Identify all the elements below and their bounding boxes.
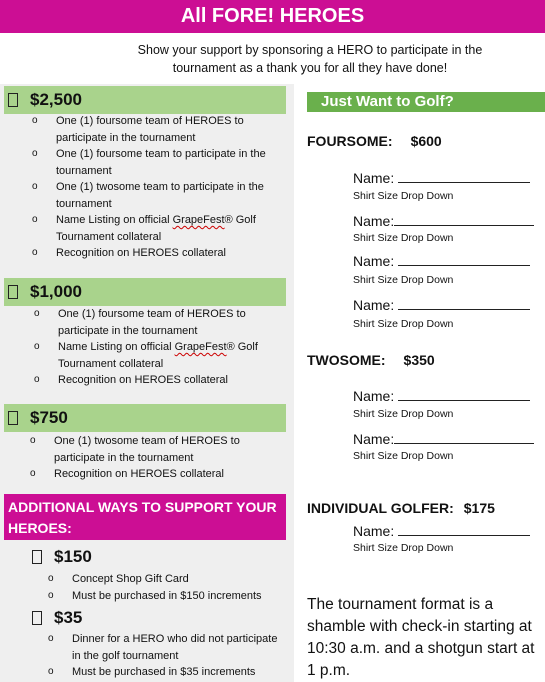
option-35 <box>32 608 82 628</box>
shirt-size-dropdown[interactable]: Shirt Size Drop Down <box>353 274 454 286</box>
name-input-line[interactable] <box>394 432 534 444</box>
option-price: $150 <box>54 547 92 566</box>
name-input-line[interactable] <box>398 171 530 183</box>
tier-1000 <box>8 282 82 302</box>
option-150 <box>32 547 92 567</box>
tier-2500-benefits <box>32 113 282 262</box>
individual-row <box>307 500 495 516</box>
name-field[interactable] <box>353 213 534 229</box>
checkbox-icon[interactable] <box>32 611 42 625</box>
name-input-line[interactable] <box>394 214 534 226</box>
list-item: o Name Listing on official GrapeFest® Golf Tournament collateral <box>32 212 282 245</box>
tournament-format-text: The tournament format is a shamble with check-in starting at 10:30 a.m. and a shotgun start at 1 p.m. <box>307 596 535 679</box>
name-label: Name: <box>353 297 395 313</box>
name-field[interactable] <box>353 170 530 186</box>
shirt-size-dropdown[interactable]: Shirt Size Drop Down <box>353 542 454 554</box>
list-item: o Must be purchased in $150 increments <box>48 588 288 605</box>
twosome-price: $350 <box>403 352 435 368</box>
individual-price: $175 <box>463 500 495 516</box>
intro-text: Show your support by sponsoring a HERO to participate in the tournament as a thank you for all they have done! <box>137 43 483 75</box>
twosome-label: TWOSOME: <box>307 352 386 368</box>
name-label: Name: <box>353 170 395 186</box>
checkbox-icon[interactable] <box>8 93 18 107</box>
checkbox-icon[interactable] <box>32 550 42 564</box>
shirt-size-dropdown[interactable]: Shirt Size Drop Down <box>353 450 454 462</box>
name-field[interactable] <box>353 431 534 447</box>
list-item: o One (1) foursome team of HEROES to participate in the tournament <box>32 113 282 146</box>
just-golf-heading: Just Want to Golf? <box>307 92 545 112</box>
list-item: o Concept Shop Gift Card <box>48 571 288 588</box>
option-price: $35 <box>54 608 83 627</box>
name-input-line[interactable] <box>398 524 530 536</box>
title-banner: All FORE! HEROES <box>0 0 545 33</box>
option-35-benefits <box>48 631 278 681</box>
foursome-row <box>307 133 442 149</box>
shirt-size-dropdown[interactable]: Shirt Size Drop Down <box>353 232 454 244</box>
name-label: Name: <box>353 388 395 404</box>
list-item: o Dinner for a HERO who did not participate in the golf tournament <box>48 631 278 664</box>
name-label: Name: <box>353 431 395 447</box>
tier-price: $2,500 <box>30 90 82 109</box>
name-field[interactable] <box>353 523 530 539</box>
list-item: o One (1) twosome team of HEROES to participate in the tournament <box>30 433 280 466</box>
name-label: Name: <box>353 523 395 539</box>
name-label: Name: <box>353 253 395 269</box>
name-field[interactable] <box>353 253 530 269</box>
tier-750-benefits <box>30 433 280 483</box>
list-item: o Must be purchased in $35 increments <box>48 664 278 681</box>
list-item: o One (1) foursome team to participate in the tournament <box>32 146 282 179</box>
tier-price: $1,000 <box>30 282 82 301</box>
list-item: o Recognition on HEROES collateral <box>30 466 280 483</box>
name-field[interactable] <box>353 297 530 313</box>
shirt-size-dropdown[interactable]: Shirt Size Drop Down <box>353 318 454 330</box>
tier-2500 <box>8 90 82 110</box>
shirt-size-dropdown[interactable]: Shirt Size Drop Down <box>353 408 454 420</box>
list-item: o Recognition on HEROES collateral <box>34 372 284 389</box>
name-field[interactable] <box>353 388 530 404</box>
name-label: Name: <box>353 213 395 229</box>
spellcheck-word: GrapeFest <box>172 214 225 226</box>
option-150-benefits <box>48 571 288 604</box>
tier-1000-benefits <box>34 306 284 389</box>
checkbox-icon[interactable] <box>8 411 18 425</box>
foursome-price: $600 <box>410 133 442 149</box>
twosome-row <box>307 352 435 368</box>
shirt-size-dropdown[interactable]: Shirt Size Drop Down <box>353 190 454 202</box>
list-item: o One (1) twosome team to participate in the tournament <box>32 179 282 212</box>
name-input-line[interactable] <box>398 389 530 401</box>
list-item: o One (1) foursome team of HEROES to participate in the tournament <box>34 306 284 339</box>
checkbox-icon[interactable] <box>8 285 18 299</box>
foursome-label: FOURSOME: <box>307 133 393 149</box>
tier-price: $750 <box>30 408 68 427</box>
spellcheck-word: GrapeFest <box>174 341 227 353</box>
name-input-line[interactable] <box>398 298 530 310</box>
list-item: o Name Listing on official GrapeFest® Golf Tournament collateral <box>34 339 284 372</box>
additional-heading: ADDITIONAL WAYS TO SUPPORT YOUR HEROES: <box>4 494 286 540</box>
individual-label: INDIVIDUAL GOLFER: <box>307 500 454 516</box>
name-input-line[interactable] <box>398 254 530 266</box>
list-item: o Recognition on HEROES collateral <box>32 245 282 262</box>
tier-750 <box>8 408 68 428</box>
